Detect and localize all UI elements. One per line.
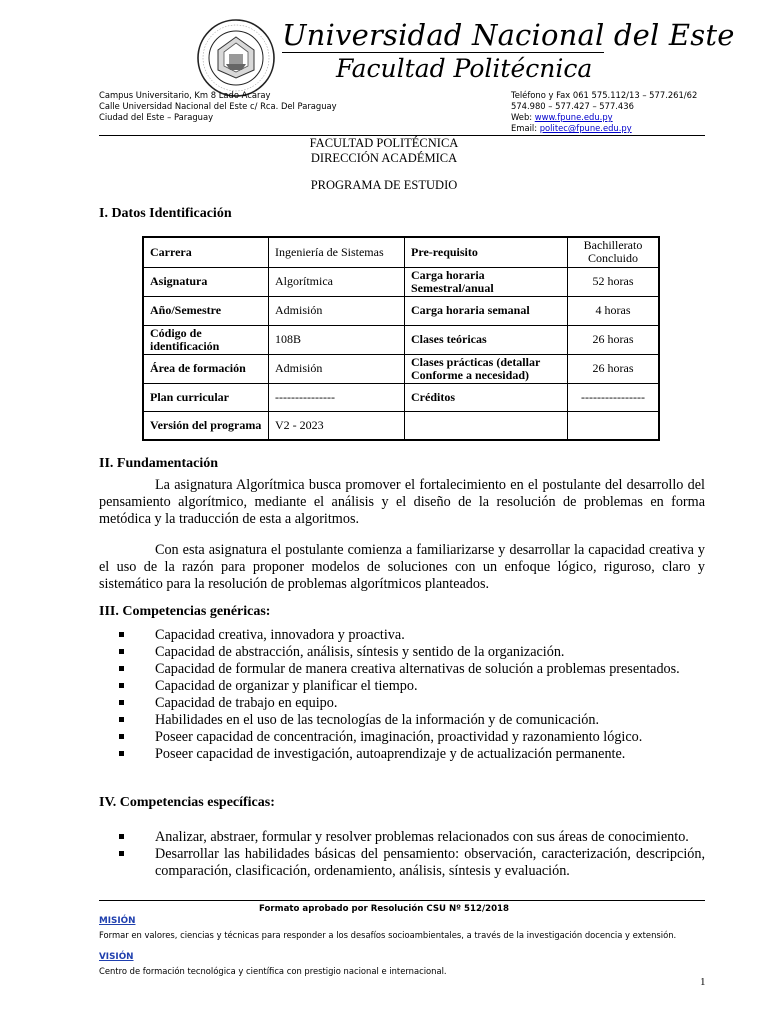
table-row xyxy=(143,267,659,296)
table-cell: Plan curricular xyxy=(143,383,269,411)
doc-title: PROGRAMA DE ESTUDIO xyxy=(310,178,458,192)
table-cell: ---------------- xyxy=(568,383,660,411)
generic-competencies-list xyxy=(99,627,705,763)
list-item xyxy=(99,729,705,746)
bullet-square-icon xyxy=(119,734,124,739)
specific-competencies-list xyxy=(99,829,705,880)
list-item xyxy=(99,846,705,880)
table-cell xyxy=(405,411,568,440)
list-item-text: Poseer capacidad de concentración, imaginación, proactividad y razonamiento lógico. xyxy=(155,729,643,745)
contact-info xyxy=(511,90,697,134)
bullet-square-icon xyxy=(119,851,124,856)
web-label: Web: xyxy=(511,112,535,122)
list-item-text: Analizar, abstraer, formular y resolver problemas relacionados con sus áreas de conocimiento. xyxy=(155,829,689,845)
table-cell: Carga horaria Semestral/anual xyxy=(405,267,568,296)
list-item-text: Desarrollar las habilidades básicas del pensamiento: observación, caracterización, descripción, comparación, clasificación, ordenamiento, análisis, síntesis y evaluación. xyxy=(155,846,705,879)
vision-text: Centro de formación tecnológica y científica con prestigio nacional e internacional. xyxy=(99,966,447,976)
email-link[interactable]: politec@fpune.edu.py xyxy=(539,123,632,133)
mission-text: Formar en valores, ciencias y técnicas para responder a los desafíos socioambientales, a través de la investigación docencia y extensión. xyxy=(99,930,677,940)
table-cell: V2 - 2023 xyxy=(269,411,405,440)
table-cell: --------------- xyxy=(269,383,405,411)
table-cell xyxy=(568,411,660,440)
table-row xyxy=(143,237,659,267)
bullet-square-icon xyxy=(119,700,124,705)
vision-heading: VISIÓN xyxy=(99,952,134,962)
paragraph: La asignatura Algorítmica busca promover el fortalecimiento en el postulante del desarrollo del pensamiento algorítmico, mediante el análisis y el diseño de la resolución de problemas en forma metódica y la traducción de esta a algoritmos. xyxy=(99,477,705,527)
web-line xyxy=(511,112,697,123)
list-item xyxy=(99,746,705,763)
list-item-text: Capacidad creativa, innovadora y proactiva. xyxy=(155,627,405,643)
list-item xyxy=(99,829,705,846)
table-cell: Algorítmica xyxy=(269,267,405,296)
table-cell: Clases prácticas (detallar Conforme a necesidad) xyxy=(405,354,568,383)
table-cell: 26 horas xyxy=(568,354,660,383)
phone-line: 574.980 – 577.427 – 577.436 xyxy=(511,101,634,111)
phone-line: Teléfono y Fax 061 575.112/13 – 577.261/62 xyxy=(511,90,698,100)
identification-table xyxy=(142,236,660,441)
list-item xyxy=(99,695,705,712)
list-item-text: Capacidad de trabajo en equipo. xyxy=(155,695,338,711)
table-row xyxy=(143,296,659,325)
table-cell: Créditos xyxy=(405,383,568,411)
paragraph: Con esta asignatura el postulante comienza a familiarizarse y desarrollar la capacidad creativa y el uso de la razón para proponer modelos de soluciones con un enfoque lógico, riguroso, claro y sistemático para la resolución de problemas algorítmicos planteados. xyxy=(99,542,705,592)
list-item-text: Capacidad de organizar y planificar el tiempo. xyxy=(155,678,418,694)
email-label: Email: xyxy=(511,123,540,133)
table-cell: Admisión xyxy=(269,354,405,383)
section-title: III. Competencias genéricas: xyxy=(99,604,271,619)
address-line: Campus Universitario, Km 8 Lado Acaray xyxy=(99,90,271,100)
table-cell: 52 horas xyxy=(568,267,660,296)
table-row xyxy=(143,411,659,440)
faculty-name: Facultad Politécnica xyxy=(336,54,593,83)
bullet-square-icon xyxy=(119,649,124,654)
table-cell: Bachillerato Concluido xyxy=(568,237,660,267)
address-line: Ciudad del Este – Paraguay xyxy=(99,112,214,122)
table-cell: 108B xyxy=(269,325,405,354)
bullet-square-icon xyxy=(119,751,124,756)
list-item xyxy=(99,712,705,729)
list-item-text: Poseer capacidad de investigación, autoaprendizaje y de actualización permanente. xyxy=(155,746,626,762)
list-item xyxy=(99,661,705,678)
web-link[interactable]: www.fpune.edu.py xyxy=(534,112,613,122)
university-name: Universidad Nacional del Este xyxy=(282,18,735,52)
bullet-square-icon xyxy=(119,666,124,671)
table-cell: Carrera xyxy=(143,237,269,267)
bullet-square-icon xyxy=(119,632,124,637)
table-cell: Carga horaria semanal xyxy=(405,296,568,325)
table-cell: Área de formación xyxy=(143,354,269,383)
table-row xyxy=(143,325,659,354)
list-item-text: Habilidades en el uso de las tecnologías de la información y de comunicación. xyxy=(155,712,600,728)
section-title: II. Fundamentación xyxy=(99,456,219,471)
page-number: 1 xyxy=(700,976,706,988)
table-cell: Clases teóricas xyxy=(405,325,568,354)
table-cell: 26 horas xyxy=(568,325,660,354)
doc-faculty: FACULTAD POLITÉCNICA xyxy=(309,136,459,150)
list-item-text: Capacidad de abstracción, análisis, síntesis y sentido de la organización. xyxy=(155,644,565,660)
header-divider xyxy=(282,52,604,53)
list-item xyxy=(99,627,705,644)
university-seal-icon xyxy=(196,18,276,98)
section-title: IV. Competencias específicas: xyxy=(99,795,275,810)
table-cell: Pre-requisito xyxy=(405,237,568,267)
bullet-square-icon xyxy=(119,683,124,688)
approval-note: Formato aprobado por Resolución CSU Nº 512/2018 xyxy=(258,904,510,914)
table-row xyxy=(143,354,659,383)
table-cell: Versión del programa xyxy=(143,411,269,440)
doc-direction: DIRECCIÓN ACADÉMICA xyxy=(310,151,458,165)
footer-rule xyxy=(99,900,705,901)
table-row xyxy=(143,383,659,411)
campus-address xyxy=(99,90,337,123)
bullet-square-icon xyxy=(119,717,124,722)
table-cell: Ingeniería de Sistemas xyxy=(269,237,405,267)
table-cell: Asignatura xyxy=(143,267,269,296)
list-item xyxy=(99,644,705,661)
email-line xyxy=(511,123,697,134)
bullet-square-icon xyxy=(119,834,124,839)
list-item-text: Capacidad de formular de manera creativa alternativas de solución a problemas presentados. xyxy=(155,661,680,677)
mission-heading: MISIÓN xyxy=(99,916,136,926)
table-cell: 4 horas xyxy=(568,296,660,325)
section-title: I. Datos Identificación xyxy=(99,206,232,221)
address-line: Calle Universidad Nacional del Este c/ Rca. Del Paraguay xyxy=(99,101,337,111)
table-cell: Año/Semestre xyxy=(143,296,269,325)
list-item xyxy=(99,678,705,695)
table-cell: Código de identificación xyxy=(143,325,269,354)
table-cell: Admisión xyxy=(269,296,405,325)
